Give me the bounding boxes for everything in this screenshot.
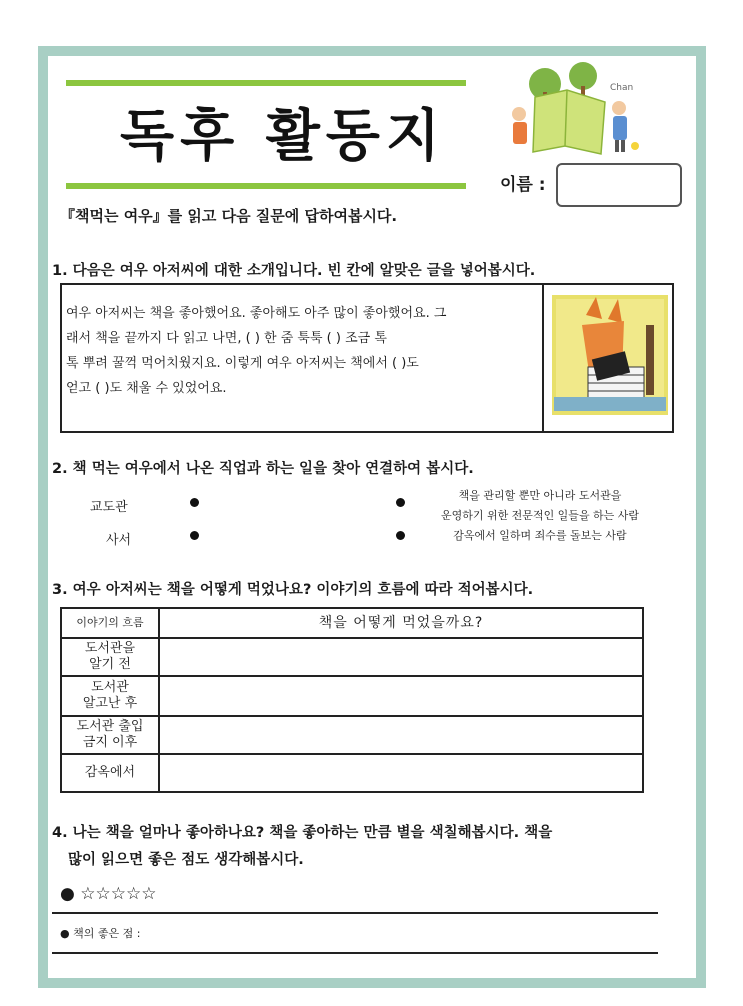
table-header-how: 책을 어떻게 먹었을까요? bbox=[159, 608, 643, 638]
q1-line: 톡 뿌려 꿀꺽 먹어치웠지요. 이렇게 여우 아저씨는 책에서 ( )도 bbox=[66, 356, 419, 371]
match-dot-right-2[interactable] bbox=[396, 531, 405, 540]
name-input-box[interactable] bbox=[556, 163, 682, 207]
q1-line: 얻고 ( )도 채울 수 있었어요. bbox=[66, 381, 227, 396]
table-answer-cell[interactable] bbox=[159, 676, 643, 716]
story-flow-table bbox=[60, 607, 644, 793]
job-corrections-officer: 교도관 bbox=[90, 500, 128, 515]
match-dot-right-1[interactable] bbox=[396, 498, 405, 507]
q4-prompt-line2: 많이 읽으면 좋은 점도 생각해봅시다. bbox=[68, 852, 304, 868]
q1-passage bbox=[66, 301, 536, 401]
match-dot-left-2[interactable] bbox=[190, 531, 199, 540]
description-line: 운영하기 위한 전문적인 일들을 하는 사람 bbox=[440, 509, 640, 522]
q1-passage-box bbox=[60, 283, 674, 433]
table-row-label: 도서관 알고난 후 bbox=[61, 676, 159, 716]
answer-line-2[interactable] bbox=[52, 952, 658, 954]
answer-line-1 bbox=[52, 912, 658, 914]
good-points-label: ● 책의 좋은 점 : bbox=[60, 927, 141, 940]
job-description-corrections: 감옥에서 일하며 죄수를 돌보는 사람 bbox=[453, 529, 627, 542]
fox-reading-illustration bbox=[542, 285, 672, 431]
title-bar-top bbox=[66, 80, 466, 86]
match-dot-left-1[interactable] bbox=[190, 498, 199, 507]
table-header-flow: 이야기의 흐름 bbox=[61, 608, 159, 638]
q1-prompt: 1. 다음은 여우 아저씨에 대한 소개입니다. 빈 칸에 알맞은 글을 넣어봅시다. bbox=[52, 263, 536, 279]
q4-prompt-line1: 4. 나는 책을 얼마나 좋아하나요? 책을 좋아하는 만큼 별을 색칠해봅시다. 책을 bbox=[52, 825, 553, 841]
table-answer-cell[interactable] bbox=[159, 754, 643, 792]
q2-prompt: 2. 책 먹는 여우에서 나온 직업과 하는 일을 찾아 연결하여 봅시다. bbox=[52, 461, 474, 477]
instruction-text: 『책먹는 여우』를 읽고 다음 질문에 답하여봅시다. bbox=[60, 207, 398, 225]
q3-prompt: 3. 여우 아저씨는 책을 어떻게 먹었나요? 이야기의 흐름에 따라 적어봅시다. bbox=[52, 582, 534, 598]
q1-line: 여우 아저씨는 책을 좋아했어요. 좋아해도 아주 많이 좋아했어요. 그 bbox=[66, 306, 447, 321]
name-label: 이름 : bbox=[500, 175, 546, 195]
page-title: 독후 활동지 bbox=[120, 104, 446, 169]
table-row-label: 도서관 출입 금지 이후 bbox=[61, 716, 159, 754]
job-description-librarian bbox=[430, 486, 650, 526]
reading-kids-illustration bbox=[505, 62, 655, 162]
star-rating[interactable]: ● ☆☆☆☆☆ bbox=[60, 884, 157, 904]
table-answer-cell[interactable] bbox=[159, 638, 643, 676]
description-line: 책을 관리할 뿐만 아니라 도서관을 bbox=[458, 489, 622, 502]
table-answer-cell[interactable] bbox=[159, 716, 643, 754]
illustration-caption: Chan bbox=[610, 83, 634, 93]
table-row-label: 도서관을 알기 전 bbox=[61, 638, 159, 676]
job-librarian: 사서 bbox=[106, 533, 132, 548]
q1-line: 래서 책을 끝까지 다 읽고 나면, ( ) 한 줌 툭툭 ( ) 조금 톡 bbox=[66, 331, 387, 346]
table-row-label: 감옥에서 bbox=[61, 754, 159, 792]
title-bar-bottom bbox=[66, 183, 466, 189]
